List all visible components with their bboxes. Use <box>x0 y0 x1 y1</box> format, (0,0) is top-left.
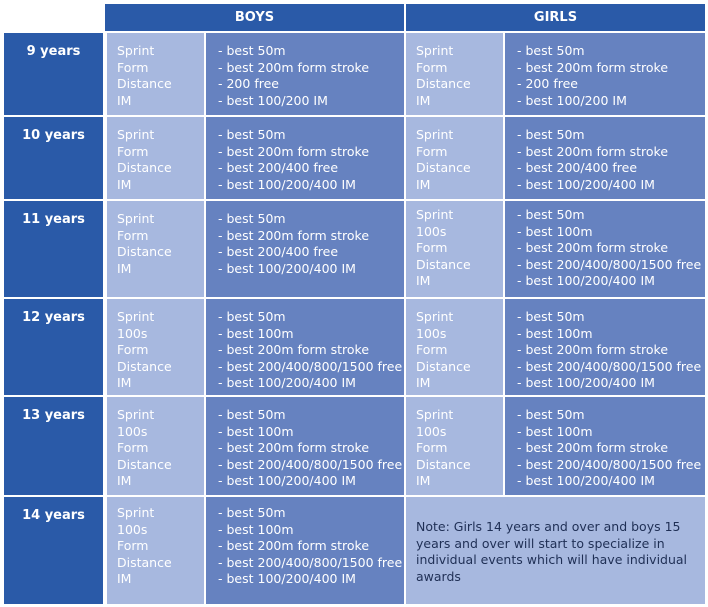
age-label: 12 years <box>4 299 103 395</box>
event-item: - best 200/400/800/1500 free <box>517 358 702 374</box>
header-girls: GIRLS <box>406 4 705 31</box>
event-item: - best 100/200/400 IM <box>218 571 356 586</box>
boys-categories <box>107 299 204 395</box>
event-item: - best 200m form stroke <box>517 440 669 455</box>
category-item: IM <box>416 92 431 108</box>
event-item: - best 50m <box>517 43 585 58</box>
event-item: - best 50m <box>218 211 286 226</box>
event-item: - best 100/200/400 IM <box>517 176 655 192</box>
boys-categories <box>107 201 204 297</box>
boys-events <box>206 497 404 604</box>
category-item: Form <box>416 240 448 255</box>
category-item: Form <box>416 59 448 75</box>
event-item: - best 200/400/800/1500 free <box>218 554 403 570</box>
event-item: - best 200m form stroke <box>218 227 370 243</box>
category-item: Distance <box>416 456 471 472</box>
event-item: - best 200/400 free <box>218 160 339 175</box>
event-item: - best 50m <box>218 309 286 324</box>
girls-categories <box>406 33 503 115</box>
age-label: 10 years <box>4 117 103 199</box>
girls-events <box>505 117 705 199</box>
category-item: Form <box>416 143 448 159</box>
event-item: - best 100/200 IM <box>218 92 328 108</box>
event-item: - best 200/400/800/1500 free <box>218 358 403 374</box>
boys-categories <box>107 397 204 495</box>
event-item: - best 50m <box>517 309 585 324</box>
event-item: - best 200m form stroke <box>218 143 370 159</box>
category-item: 100s <box>117 325 148 341</box>
category-item: Form <box>117 227 149 243</box>
event-item: - best 50m <box>517 407 585 422</box>
event-item: - best 50m <box>517 207 585 222</box>
event-item: - best 100/200/400 IM <box>218 375 356 390</box>
age-label: 9 years <box>4 33 103 115</box>
girls-events <box>505 397 705 495</box>
boys-categories <box>107 497 204 604</box>
event-item: - best 200m form stroke <box>218 440 370 455</box>
event-item: - best 200m form stroke <box>218 538 370 553</box>
event-item: - best 100/200/400 IM <box>517 273 655 288</box>
category-item: 100s <box>416 423 447 439</box>
category-item: Form <box>117 538 149 553</box>
girls-categories <box>406 201 503 297</box>
category-item: IM <box>416 375 431 390</box>
event-item: - best 100/200/400 IM <box>517 473 655 488</box>
category-item: Distance <box>416 256 471 272</box>
category-item: Distance <box>117 358 172 374</box>
category-item: IM <box>117 571 132 586</box>
event-item: - 200 free <box>218 76 279 91</box>
age-label: 14 years <box>4 497 103 604</box>
girls-categories <box>406 117 503 199</box>
event-item: - 200 free <box>517 76 578 91</box>
boys-events <box>206 201 404 297</box>
event-item: - best 200m form stroke <box>517 240 669 255</box>
event-item: - best 100/200/400 IM <box>218 176 356 192</box>
category-item: Distance <box>416 160 471 175</box>
category-item: 100s <box>416 325 447 341</box>
boys-categories <box>107 33 204 115</box>
category-item: Sprint <box>117 309 155 324</box>
header-boys: BOYS <box>105 4 404 31</box>
event-item: - best 200m form stroke <box>517 59 669 75</box>
event-item: - best 200/400/800/1500 free <box>218 456 403 472</box>
event-item: - best 100m <box>517 423 593 439</box>
category-item: Form <box>117 59 149 75</box>
category-item: IM <box>117 375 132 390</box>
category-item: IM <box>117 473 132 488</box>
category-item: Sprint <box>416 407 454 422</box>
category-item: Distance <box>117 76 172 91</box>
event-item: - best 200/400/800/1500 free <box>517 256 702 272</box>
girls-events <box>505 299 705 395</box>
category-item: Sprint <box>416 43 454 58</box>
event-item: - best 200m form stroke <box>218 59 370 75</box>
boys-categories <box>107 117 204 199</box>
boys-events <box>206 117 404 199</box>
category-item: IM <box>416 273 431 288</box>
boys-events <box>206 397 404 495</box>
event-item: - best 100m <box>218 521 294 537</box>
category-item: Sprint <box>117 127 155 142</box>
category-item: 100s <box>117 423 148 439</box>
girls-events <box>505 201 705 297</box>
category-item: Distance <box>416 76 471 91</box>
category-item: Sprint <box>416 207 454 222</box>
event-item: - best 100/200 IM <box>517 92 627 108</box>
event-item: - best 200/400 free <box>218 244 339 259</box>
boys-events <box>206 33 404 115</box>
category-item: Form <box>117 143 149 159</box>
event-item: - best 100/200/400 IM <box>517 375 655 390</box>
category-item: Sprint <box>416 127 454 142</box>
note-text: Note: Girls 14 years and over and boys 15 years and over will start to specialize in individual events which will have individual awards <box>406 497 705 604</box>
boys-events <box>206 299 404 395</box>
category-item: Distance <box>117 160 172 175</box>
girls-categories <box>406 299 503 395</box>
category-item: Sprint <box>117 43 155 58</box>
category-item: Distance <box>416 358 471 374</box>
category-item: IM <box>416 176 431 192</box>
event-item: - best 50m <box>218 43 286 58</box>
category-item: Form <box>416 342 448 357</box>
category-item: Form <box>117 342 149 357</box>
event-item: - best 50m <box>517 127 585 142</box>
event-item: - best 100/200/400 IM <box>218 473 356 488</box>
event-item: - best 100/200/400 IM <box>218 260 356 276</box>
age-label: 13 years <box>4 397 103 495</box>
event-item: - best 100m <box>218 325 294 341</box>
category-item: Sprint <box>416 309 454 324</box>
category-item: Sprint <box>117 211 155 226</box>
category-item: 100s <box>416 223 447 239</box>
category-item: IM <box>416 473 431 488</box>
age-label: 11 years <box>4 201 103 297</box>
event-item: - best 200/400/800/1500 free <box>517 456 702 472</box>
event-item: - best 200/400 free <box>517 160 638 175</box>
category-item: Sprint <box>117 505 155 520</box>
event-item: - best 100m <box>517 223 593 239</box>
category-item: 100s <box>117 521 148 537</box>
category-item: IM <box>117 92 132 108</box>
category-item: Form <box>117 440 149 455</box>
category-item: Distance <box>117 456 172 472</box>
event-item: - best 50m <box>218 127 286 142</box>
category-item: Sprint <box>117 407 155 422</box>
event-item: - best 100m <box>218 423 294 439</box>
category-item: Distance <box>117 554 172 570</box>
event-item: - best 100m <box>517 325 593 341</box>
event-item: - best 200m form stroke <box>218 342 370 357</box>
event-item: - best 200m form stroke <box>517 342 669 357</box>
girls-events <box>505 33 705 115</box>
category-item: Form <box>416 440 448 455</box>
event-item: - best 200m form stroke <box>517 143 669 159</box>
category-item: Distance <box>117 244 172 259</box>
girls-categories <box>406 397 503 495</box>
event-item: - best 50m <box>218 505 286 520</box>
category-item: IM <box>117 176 132 192</box>
event-item: - best 50m <box>218 407 286 422</box>
category-item: IM <box>117 260 132 276</box>
